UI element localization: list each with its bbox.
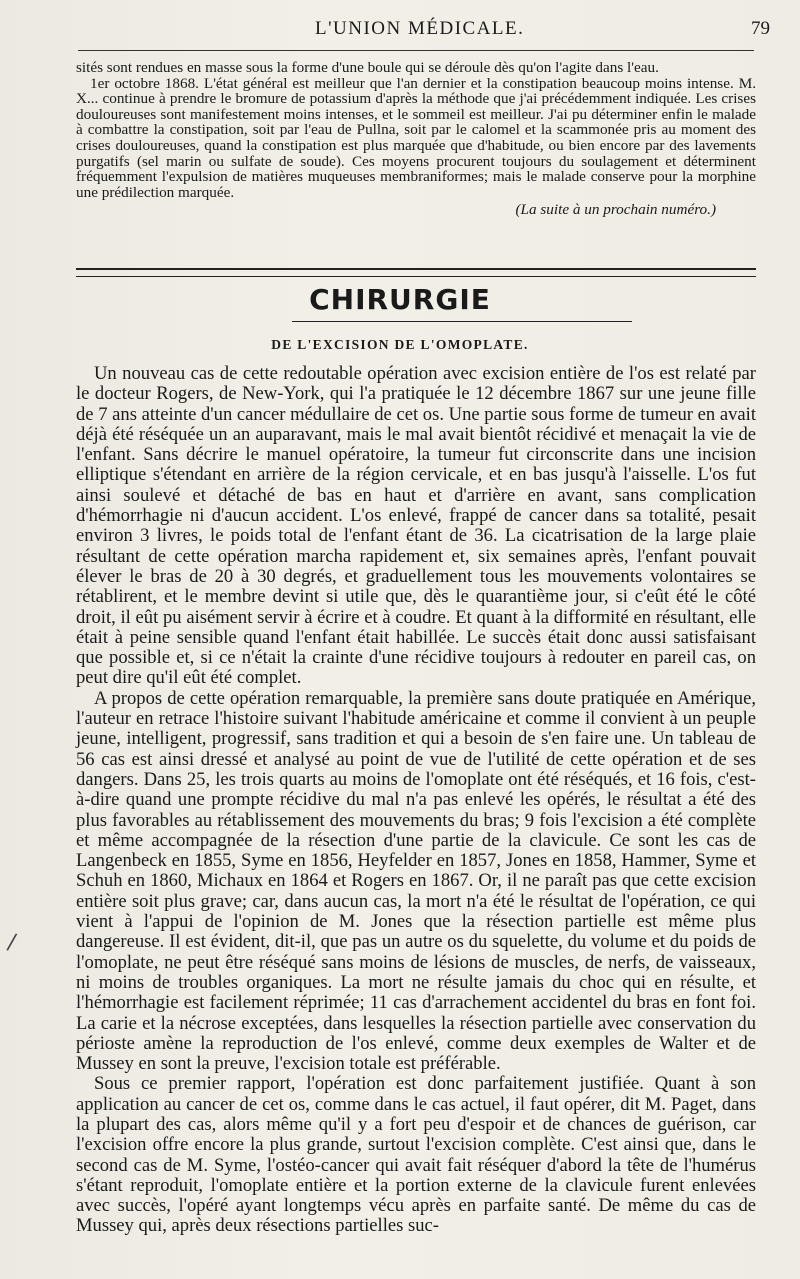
preceding-article-ending — [76, 60, 756, 218]
page-number: 79 — [751, 18, 770, 39]
header-rule — [78, 50, 754, 51]
article-body — [76, 364, 756, 1237]
article-paragraph: Sous ce premier rapport, l'opération est donc parfaitement justifiée. Quant à son application au cancer de cet os, comme dans le cas actuel, il faut opérer, dit M. Paget, dans la plupart des cas, alors même qu'il y a fort peu d'espoir et de chances de guérison, car l'excision offre encore la plus grande, surtout l'excision complète. C'est ainsi que, dans le second cas de M. Syme, l'ostéo-cancer qui avait fait réséquer d'abord la tête de l'humérus s'étant reproduit, l'omoplate entière et la portion externe de la clavicule furent enlevées avec succès, l'opéré ayant longtemps vécu après en parfaite santé. De même du cas de Mussey qui, après deux résections partielles suc- — [76, 1073, 756, 1237]
article-paragraph: A propos de cette opération remarquable, la première sans doute pratiquée en Amérique, l'auteur en retrace l'histoire suivant l'habitude américaine et comme il convient à un peuple jeune, intelligent, progressif, sans tradition et qui a besoin de s'en faire une. Un tableau de 56 cas est ainsi dressé et analysé au point de vue de l'utilité de cette opération et de ses dangers. Dans 25, les trois quarts au moins de l'omoplate ont été réséqués, et 16 fois, c'est-à-dire quand une prompte récidive du mal n'a pas enlevé les opérés, le résultat a été des plus favorables au rétablissement des mouvements du bras; 9 fois l'excision a été complète et même accompagnée de la résection d'une partie de la clavicule. Ce sont les cas de Langenbeck en 1855, Syme en 1856, Heyfelder en 1857, Jones en 1858, Hammer, Syme et Schuh en 1860, Michaux en 1864 et Rogers en 1867. Or, il ne paraît pas que cette excision entière soit plus grave; car, dans aucun cas, la mort n'a été le résultat de l'opération, ce qui vient à l'appui de l'opinion de M. Jones que la résection partielle est même plus dangereuse. Il est évident, dit-il, que pas un autre os du squelette, du volume et du poids de l'omoplate, ne peut être réséqué sans moins de lésions de muscles, de nerfs, de vaisseaux, ni moins de troubles organiques. La mort ne résulte jamais du choc qui en résulte, et l'hémorrhagie est facilement réprimée; 11 cas d'arrachement accidentel du bras en font foi. La carie et la nécrose exceptées, dans lesquelles la résection partielle avec conservation du périoste amène la reproduction de l'os enlevé, comme deux exemples de Walter et de Mussey en sont la preuve, l'excision totale est préférable. — [76, 687, 756, 1075]
running-title: L'UNION MÉDICALE. — [315, 18, 525, 39]
preceding-paragraph: 1er octobre 1868. L'état général est meilleur que l'an dernier et la constipation beaucoup moins intense. M. X... continue à prendre le bromure de potassium d'après la méthode que j'ai précédemment indiquée. Les crises douloureuses sont manifestement moins intenses, et le sommeil est meilleur. J'ai pu déterminer enfin le malade à combattre la constipation, soit par l'eau de Pullna, soit par le calomel et la scammonée pris au moment des crises douloureuses, quand la constipation est plus marquée que d'habitude, ou bien encore par des lavements purgatifs (sel marin ou sulfate de soude). Ces moyens procurent toujours du soulagement et déterminent fréquemment l'expulsion de matières muqueuses membraniformes; mais le malade conserve pour la morphine une prédilection marquée. — [76, 74, 756, 201]
preceding-paragraph: sités sont rendues en masse sous la forme d'une boule qui se déroule dès qu'on l'agite dans l'eau. — [76, 59, 659, 76]
section-heading: CHIRURGIE — [309, 283, 491, 316]
running-head — [80, 18, 770, 44]
section-heading-rule — [292, 321, 632, 322]
article-paragraph: Un nouveau cas de cette redoutable opération avec excision entière de l'os est relaté par le docteur Rogers, de New-York, qui l'a pratiquée le 12 décembre 1867 sur une jeune fille de 7 ans atteinte d'un cancer médullaire de cet os. Une partie sous forme de tumeur en avait déjà été réséquée un an auparavant, mais le mal avait bientôt récidivé et menaçait la vie de l'enfant. Sans décrire le manuel opératoire, la tumeur fut circonscrite dans une incision elliptique s'étendant en arrière de la région cervicale, et en bas jusqu'à l'aisselle. L'os fut ainsi soulevé et détaché de bas en haut et d'arrière en avant, sans complication d'hémorrhagie ni d'aucun accident. L'os enlevé, frappé de cancer dans sa totalité, pesait environ 3 livres, le poids total de l'enfant étant de 36. La cicatrisation de la large plaie résultant de cette opération marcha rapidement et, six semaines après, l'enfant pouvait élever le bras de 20 à 30 degrés, et graduellement tous les mouvements volontaires se rétablirent, et le membre devint si utile que, dès le quarantième jour, si c'eût été le côté droit, il eût pu aisément servir à écrire et à coudre. Et quant à la difformité en résultant, elle était à peine sensible quand l'enfant était habillée. Le succès était donc aussi satisfaisant que possible et, si ce n'était la crainte d'une récidive toujours à redouter en pareil cas, on peut dire qu'il eût été complet. — [76, 363, 756, 689]
margin-pencil-mark: / — [5, 929, 18, 956]
section-divider — [76, 268, 756, 277]
article-title: DE L'EXCISION DE L'OMOPLATE. — [271, 337, 529, 352]
continuation-note: (La suite à un prochain numéro.) — [515, 201, 716, 219]
